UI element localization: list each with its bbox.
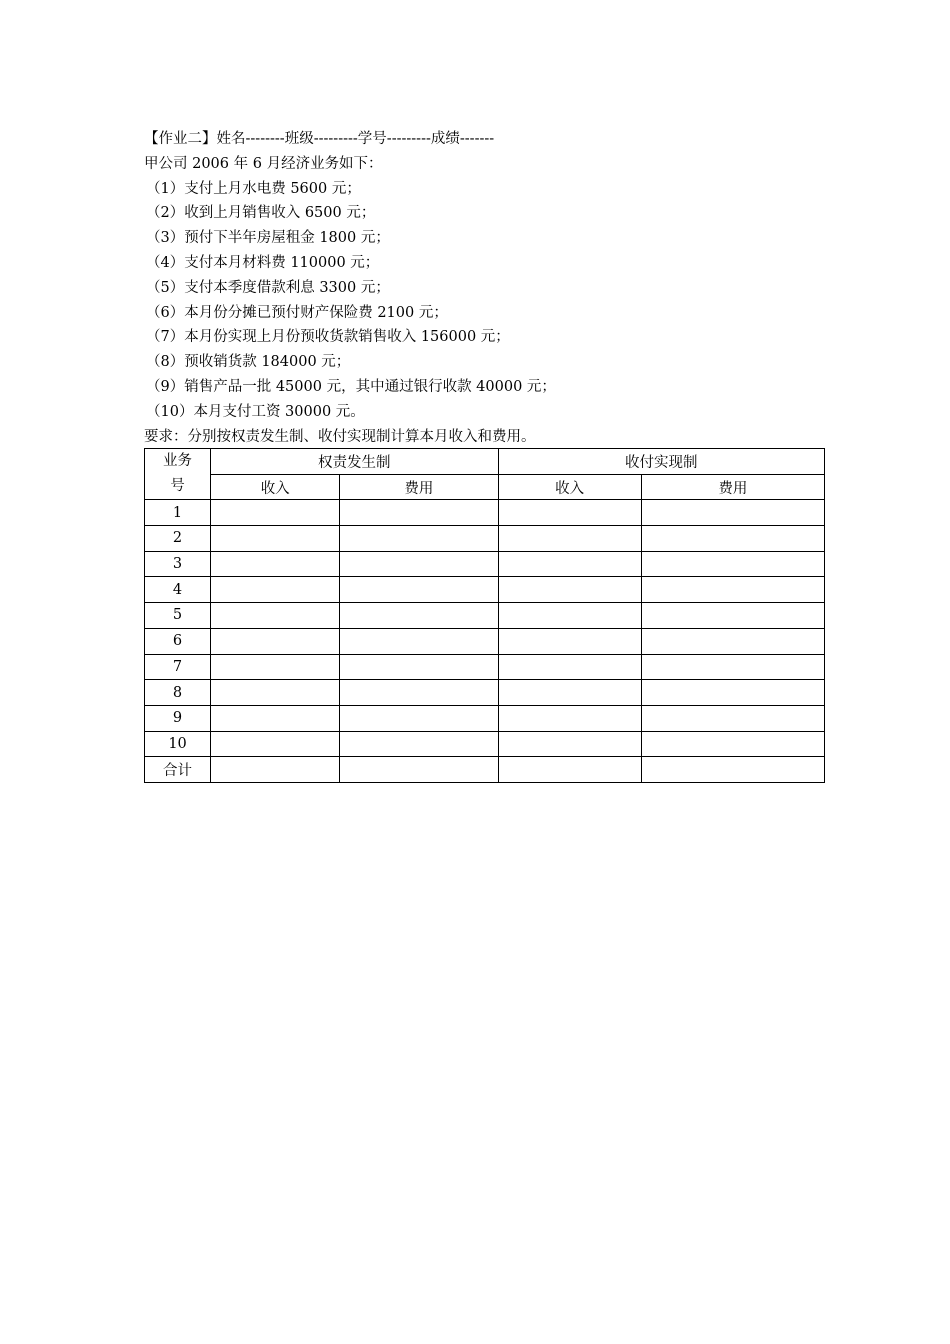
- header-cash-expense: 费用: [641, 474, 824, 500]
- item-9: （9）销售产品一批 45000 元，其中通过银行收款 40000 元；: [146, 378, 556, 395]
- cash-expense-cell[interactable]: [641, 680, 824, 706]
- cash-income-cell[interactable]: [498, 577, 641, 603]
- row-number: 7: [145, 654, 211, 680]
- accrual-expense-cell[interactable]: [340, 526, 498, 552]
- header-transaction-number: [145, 449, 211, 500]
- table-header-row-2: [145, 474, 825, 500]
- table-row: [145, 731, 825, 757]
- row-number: 8: [145, 680, 211, 706]
- accrual-income-cell[interactable]: [211, 500, 340, 526]
- header-cash-income: 收入: [498, 474, 641, 500]
- row-number: 10: [145, 731, 211, 757]
- total-label: 合计: [145, 757, 211, 783]
- table-row: [145, 628, 825, 654]
- row-number: 1: [145, 500, 211, 526]
- item-4: （4）支付本月材料费 110000 元；: [146, 254, 380, 271]
- cash-expense-cell[interactable]: [641, 705, 824, 731]
- table-body: [145, 500, 825, 783]
- item-5: （5）支付本季度借款利息 3300 元；: [146, 279, 390, 296]
- item-6: （6）本月份分摊已预付财产保险费 2100 元；: [146, 304, 448, 321]
- table-row: [145, 577, 825, 603]
- accrual-income-cell[interactable]: [211, 680, 340, 706]
- header-accrual-expense: 费用: [340, 474, 498, 500]
- accrual-income-cell[interactable]: [211, 705, 340, 731]
- table-total-row: [145, 757, 825, 783]
- row-number: 2: [145, 526, 211, 552]
- cash-expense-cell[interactable]: [641, 603, 824, 629]
- accrual-expense-cell[interactable]: [340, 654, 498, 680]
- row-number: 6: [145, 628, 211, 654]
- table-row: [145, 654, 825, 680]
- accrual-expense-cell[interactable]: [340, 551, 498, 577]
- cash-income-cell[interactable]: [498, 654, 641, 680]
- table-row: [145, 705, 825, 731]
- accrual-expense-cell[interactable]: [340, 628, 498, 654]
- cash-expense-cell[interactable]: [641, 628, 824, 654]
- cash-expense-cell[interactable]: [641, 731, 824, 757]
- assignment-title: 【作业二】姓名--------班级---------学号---------成绩-------: [144, 131, 495, 147]
- intro-line: 甲公司 2006 年 6 月经济业务如下：: [144, 155, 383, 172]
- table-row: [145, 551, 825, 577]
- row-number: 3: [145, 551, 211, 577]
- accrual-income-cell[interactable]: [211, 577, 340, 603]
- item-7: （7）本月份实现上月份预收货款销售收入 156000 元；: [146, 329, 510, 346]
- header-accrual-basis: 权责发生制: [211, 449, 498, 475]
- item-3: （3）预付下半年房屋租金 1800 元；: [146, 230, 390, 247]
- item-2: （2）收到上月销售收入 6500 元；: [146, 205, 376, 222]
- cash-income-cell[interactable]: [498, 526, 641, 552]
- accrual-expense-cell[interactable]: [340, 680, 498, 706]
- row-number: 4: [145, 577, 211, 603]
- accrual-income-cell[interactable]: [211, 731, 340, 757]
- cash-income-cell[interactable]: [498, 680, 641, 706]
- table-row: [145, 526, 825, 552]
- cash-income-cell[interactable]: [498, 705, 641, 731]
- row-number: 5: [145, 603, 211, 629]
- cash-expense-cell[interactable]: [641, 500, 824, 526]
- header-cash-basis: 收付实现制: [498, 449, 825, 475]
- cash-expense-cell[interactable]: [641, 654, 824, 680]
- cash-income-cell[interactable]: [498, 551, 641, 577]
- accrual-income-total-cell[interactable]: [211, 757, 340, 783]
- header-number-line2: 号: [170, 478, 185, 495]
- item-1: （1）支付上月水电费 5600 元；: [146, 180, 361, 197]
- cash-income-total-cell[interactable]: [498, 757, 641, 783]
- accrual-expense-cell[interactable]: [340, 603, 498, 629]
- answer-table: [144, 448, 825, 783]
- row-number: 9: [145, 705, 211, 731]
- cash-expense-cell[interactable]: [641, 526, 824, 552]
- accrual-expense-cell[interactable]: [340, 577, 498, 603]
- item-10: （10）本月支付工资 30000 元。: [146, 403, 365, 420]
- cash-income-cell[interactable]: [498, 603, 641, 629]
- table-header-row-1: [145, 449, 825, 475]
- accrual-expense-cell[interactable]: [340, 705, 498, 731]
- cash-income-cell[interactable]: [498, 628, 641, 654]
- accrual-income-cell[interactable]: [211, 654, 340, 680]
- table-row: [145, 603, 825, 629]
- cash-income-cell[interactable]: [498, 731, 641, 757]
- accrual-expense-cell[interactable]: [340, 731, 498, 757]
- header-number-line1: 业务: [163, 453, 193, 470]
- cash-income-cell[interactable]: [498, 500, 641, 526]
- cash-expense-total-cell[interactable]: [641, 757, 824, 783]
- cash-expense-cell[interactable]: [641, 551, 824, 577]
- cash-expense-cell[interactable]: [641, 577, 824, 603]
- table-row: [145, 500, 825, 526]
- accrual-expense-total-cell[interactable]: [340, 757, 498, 783]
- accrual-income-cell[interactable]: [211, 551, 340, 577]
- item-8: （8）预收销货款 184000 元；: [146, 354, 351, 371]
- table-row: [145, 680, 825, 706]
- accrual-income-cell[interactable]: [211, 603, 340, 629]
- header-accrual-income: 收入: [211, 474, 340, 500]
- accrual-expense-cell[interactable]: [340, 500, 498, 526]
- requirement-line: 要求：分别按权责发生制、收付实现制计算本月收入和费用。: [144, 428, 536, 445]
- assignment-text: [144, 127, 834, 449]
- accrual-income-cell[interactable]: [211, 526, 340, 552]
- accrual-income-cell[interactable]: [211, 628, 340, 654]
